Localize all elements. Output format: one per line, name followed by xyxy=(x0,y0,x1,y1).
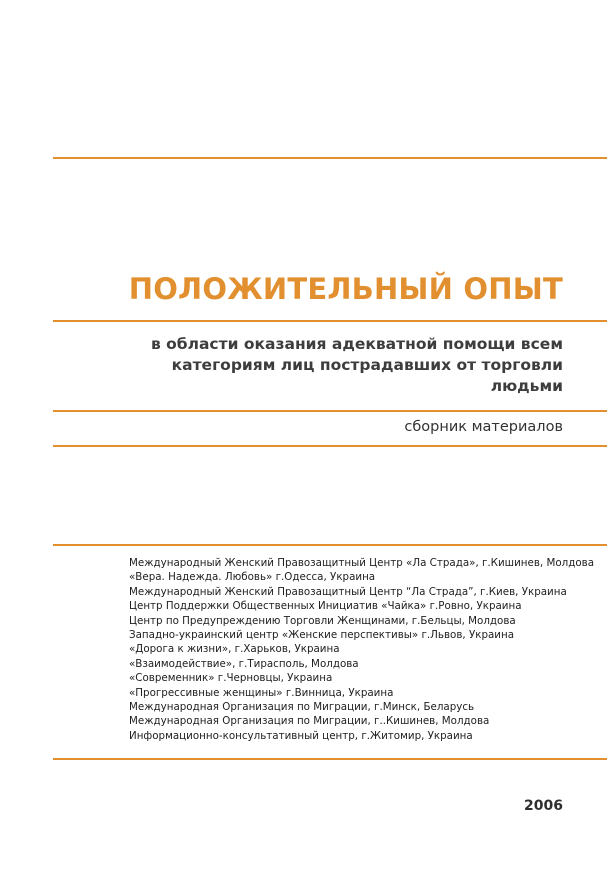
organization-item: Международная Организация по Миграции, г.Минск, Беларусь xyxy=(129,701,475,714)
document-subtitle xyxy=(143,334,563,397)
document-title: ПОЛОЖИТЕЛЬНЫЙ ОПЫТ xyxy=(128,272,563,306)
organizations-top-divider xyxy=(53,544,607,546)
organization-item: «Взаимодействие», г.Тирасполь, Молдова xyxy=(129,657,359,670)
organizations-list xyxy=(129,556,594,743)
organization-item: Центр по Предупреждению Торговли Женщинами, г.Бельцы, Молдова xyxy=(129,614,516,627)
title-divider xyxy=(53,320,607,322)
organization-item: Международный Женский Правозащитный Центр «Ла Страда», г.Кишинев, Молдова xyxy=(129,557,595,569)
organization-item: Информационно-консультативный центр, г.Житомир, Украина xyxy=(129,729,473,742)
collection-label: сборник материалов xyxy=(404,419,563,435)
organization-item: «Вера. Надежда. Любовь» г.Одесса, Украина xyxy=(129,571,376,584)
subtitle-line: в области оказания адекватной помощи всем xyxy=(150,335,563,353)
organization-item: Западно-украинский центр «Женские перспективы» г.Львов, Украина xyxy=(129,629,515,642)
publication-year: 2006 xyxy=(524,798,563,814)
organization-item: «Прогрессивные женщины» г.Винница, Украина xyxy=(129,686,394,699)
organization-item: Международный Женский Правозащитный Центр “Ла Страда”, г.Киев, Украина xyxy=(129,585,567,598)
organization-item: «Современник» г.Черновцы, Украина xyxy=(129,672,333,685)
organization-item: Международная Организация по Миграции, г..Кишинев, Молдова xyxy=(129,715,490,728)
subtitle-line: людьми xyxy=(490,377,563,395)
top-divider xyxy=(53,157,607,159)
subtitle-divider xyxy=(53,410,607,412)
organization-item: Центр Поддержки Общественных Инициатив «Чайка» г.Ровно, Украина xyxy=(129,600,522,613)
subtitle-line: категориям лиц пострадавших от торговли xyxy=(171,356,563,374)
organizations-bottom-divider xyxy=(53,758,607,760)
collection-divider xyxy=(53,445,607,447)
organization-item: «Дорога к жизни», г.Харьков, Украина xyxy=(129,643,340,656)
